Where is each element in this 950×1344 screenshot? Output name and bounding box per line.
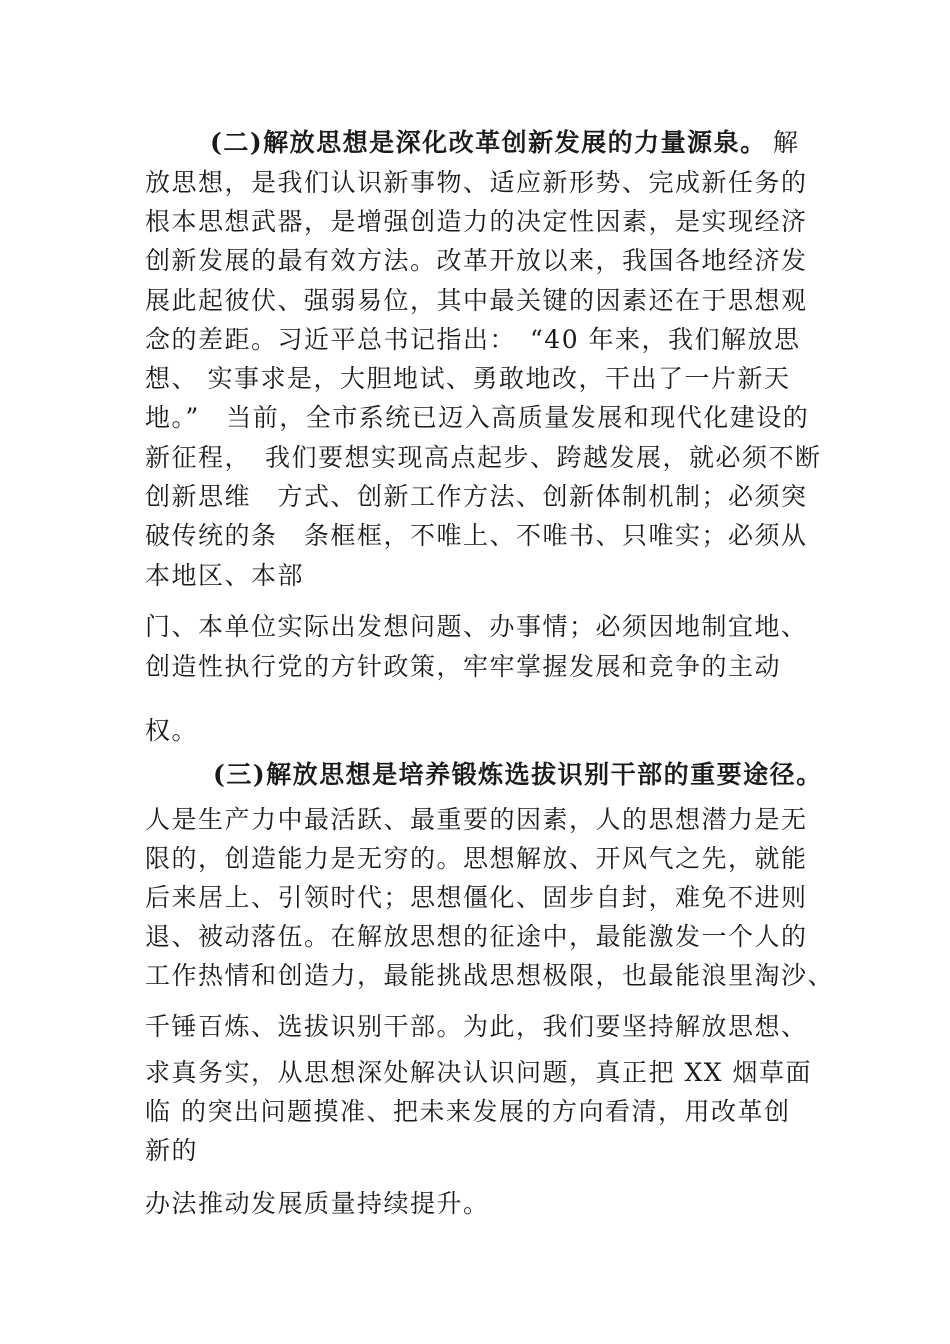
paragraph-line: 限的，创造能力是无穷的。思想解放、开风气之先，就能 xyxy=(145,844,808,873)
paragraph-line: 办法推动发展质量持续提升。 xyxy=(145,1189,490,1218)
paragraph-line: 念的差距。习近平总书记指出： “40 年来，我们解放思 xyxy=(145,325,801,354)
paragraph-line: 地。” 当前，全市系统已迈入高质量发展和现代化建设的 xyxy=(145,403,810,432)
paragraph-line: 想、 实事求是，大胆地试、勇敢地改，干出了一片新天 xyxy=(145,364,791,393)
paragraph-line: 求真务实，从思想深处解决认识问题，真正把 XX 烟草面 xyxy=(145,1058,812,1087)
paragraph-line: 退、被动落伍。在解放思想的征途中，最能激发一个人的 xyxy=(145,922,808,951)
paragraph-line: 创新发展的最有效方法。改革开放以来，我国各地经济发 xyxy=(145,246,808,275)
section2-heading: (二)解放思想是深化改革创新发展的力量源泉。 xyxy=(210,128,767,157)
paragraph-line: 千锤百炼、选拔识别干部。为此，我们要坚持解放思想、 xyxy=(145,1012,808,1041)
paragraph-line: 创新思维 方式、创新工作方法、创新体制机制；必须突 xyxy=(145,482,808,511)
paragraph-line: 新的 xyxy=(145,1136,199,1165)
paragraph-line: 后来居上、引领时代；思想僵化、固步自封，难免不进则 xyxy=(145,883,808,912)
paragraph-line: 权。 xyxy=(145,716,199,745)
paragraph-line: 根本思想武器，是增强创造力的决定性因素，是实现经济 xyxy=(145,207,808,236)
paragraph-line: 临 的突出问题摸准、把未来发展的方向看清，用改革创 xyxy=(145,1097,791,1126)
paragraph-line: 创造性执行党的方针政策，牢牢掌握发展和竞争的主动 xyxy=(145,652,782,681)
section2-heading-tail: 解 xyxy=(773,128,800,157)
paragraph-line: 新征程， 我们要想实现高点起步、跨越发展，就必须不断 xyxy=(145,443,822,472)
paragraph-line: 放思想，是我们认识新事物、适应新形势、完成新任务的 xyxy=(145,168,808,197)
section3-heading: (三)解放思想是培养锻炼选拔识别干部的重要途径。 xyxy=(213,760,823,789)
paragraph-line: 门、本单位实际出发想问题、办事情；必须因地制宜地、 xyxy=(145,612,808,641)
paragraph-line: 人是生产力中最活跃、最重要的因素，人的思想潜力是无 xyxy=(145,805,808,834)
paragraph-line: 工作热情和创造力，最能挑战思想极限，也最能浪里淘沙、 xyxy=(145,961,835,990)
paragraph-line: 展此起彼伏、强弱易位，其中最关键的因素还在于思想观 xyxy=(145,286,808,315)
paragraph-line: 破传统的条 条框框，不唯上、不唯书、只唯实；必须从 xyxy=(145,521,808,550)
paragraph-line: 本地区、本部 xyxy=(145,561,305,590)
